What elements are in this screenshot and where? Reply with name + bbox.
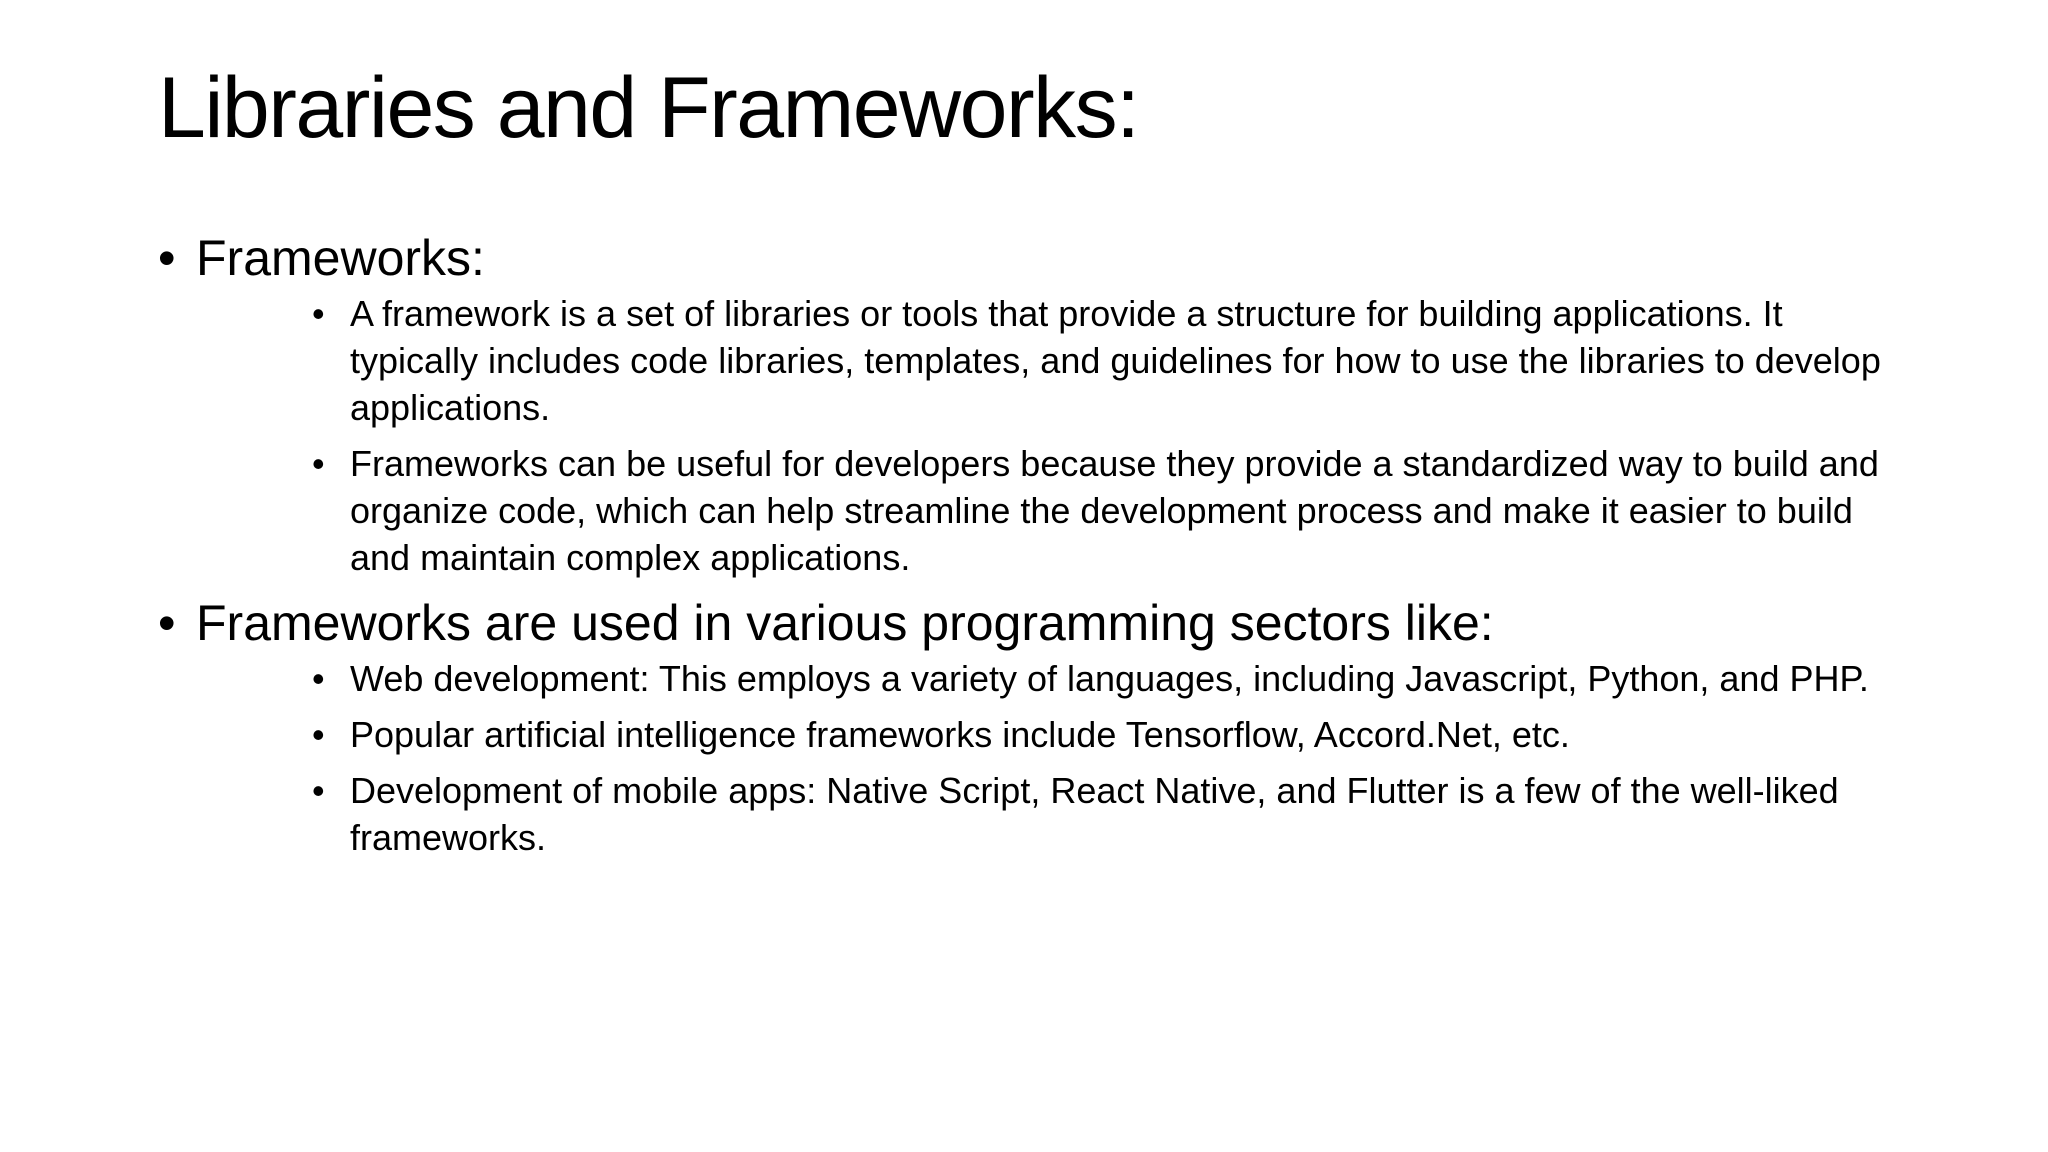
sub-bullet-text: Development of mobile apps: Native Script, React Native, and Flutter is a few of the well-liked frameworks. bbox=[350, 770, 1839, 858]
sub-bullet-web-development bbox=[312, 655, 1910, 702]
bullet-dot-icon: • bbox=[312, 770, 325, 811]
sub-list-frameworks bbox=[158, 290, 1918, 581]
bullet-dot-icon: • bbox=[158, 595, 176, 651]
bullet-text: Frameworks: bbox=[196, 230, 485, 286]
sub-bullet-mobile-apps bbox=[312, 767, 1910, 861]
slide-content bbox=[158, 228, 1918, 873]
bullet-framework-sectors bbox=[158, 593, 1918, 653]
sub-bullet-text: Popular artificial intelligence frameworks include Tensorflow, Accord.Net, etc. bbox=[350, 714, 1570, 755]
slide-title: Libraries and Frameworks: bbox=[158, 60, 1139, 156]
bullet-frameworks bbox=[158, 228, 1918, 288]
bullet-dot-icon: • bbox=[312, 658, 325, 699]
sub-bullet-text: Frameworks can be useful for developers because they provide a standardized way to build and organize code, which can help streamline the development process and make it easier to build and maintain complex applications. bbox=[350, 443, 1879, 578]
bullet-dot-icon: • bbox=[312, 443, 325, 484]
bullet-text: Frameworks are used in various programming sectors like: bbox=[196, 595, 1494, 651]
sub-bullet-framework-definition bbox=[312, 290, 1910, 431]
sub-bullet-framework-usefulness bbox=[312, 440, 1910, 581]
sub-bullet-text: Web development: This employs a variety of languages, including Javascript, Python, and PHP. bbox=[350, 658, 1869, 699]
bullet-dot-icon: • bbox=[158, 230, 176, 286]
sub-list-sectors bbox=[158, 655, 1918, 861]
bullet-dot-icon: • bbox=[312, 293, 325, 334]
bullet-dot-icon: • bbox=[312, 714, 325, 755]
sub-bullet-ai-frameworks bbox=[312, 711, 1910, 758]
sub-bullet-text: A framework is a set of libraries or tools that provide a structure for building applications. It typically includes code libraries, templates, and guidelines for how to use the libraries to develop applications. bbox=[350, 293, 1881, 428]
